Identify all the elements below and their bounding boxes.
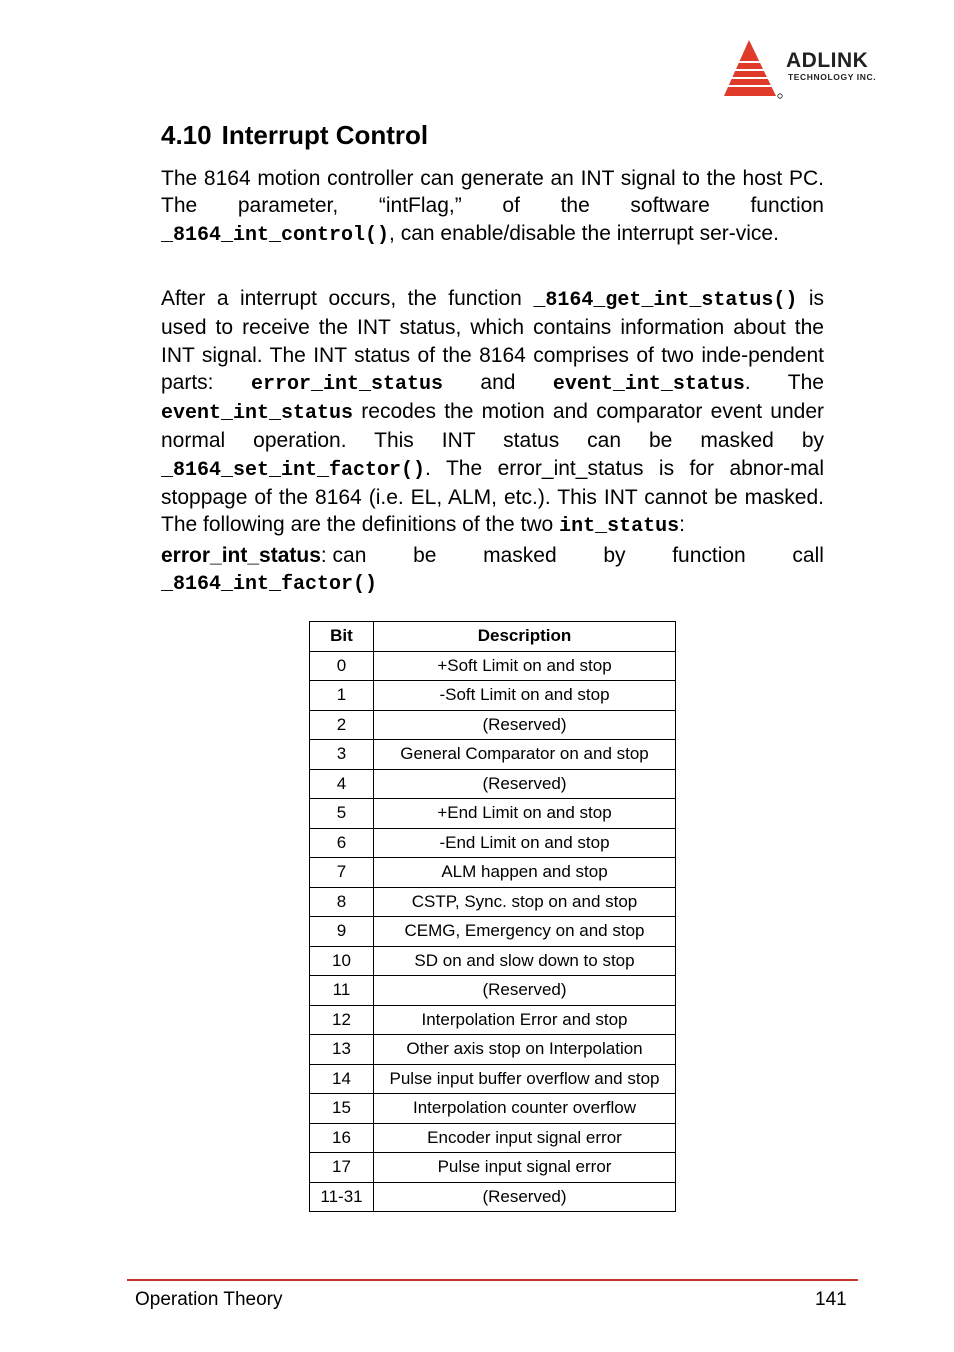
p2-text-3: and bbox=[442, 370, 553, 394]
description-cell: General Comparator on and stop bbox=[374, 740, 676, 770]
table-row bbox=[310, 1005, 676, 1035]
bit-cell: 11-31 bbox=[310, 1182, 374, 1212]
p3-label: error_int_status bbox=[161, 544, 321, 567]
description-cell: +End Limit on and stop bbox=[374, 799, 676, 829]
adlink-logo bbox=[722, 38, 912, 100]
bit-cell: 1 bbox=[310, 681, 374, 711]
bit-cell: 12 bbox=[310, 1005, 374, 1035]
table-row bbox=[310, 651, 676, 681]
bit-cell: 6 bbox=[310, 828, 374, 858]
bit-cell: 14 bbox=[310, 1064, 374, 1094]
table-row bbox=[310, 1094, 676, 1124]
table-row bbox=[310, 1182, 676, 1212]
description-cell: (Reserved) bbox=[374, 710, 676, 740]
table-row bbox=[310, 681, 676, 711]
description-cell: (Reserved) bbox=[374, 1182, 676, 1212]
bit-cell: 8 bbox=[310, 887, 374, 917]
bit-cell: 16 bbox=[310, 1123, 374, 1153]
bit-cell: 0 bbox=[310, 651, 374, 681]
p2-code-event-int-status-2: event_int_status bbox=[161, 402, 354, 426]
paragraph-error-int-status bbox=[161, 542, 824, 599]
p3-word-2: be bbox=[413, 544, 437, 567]
p2-text-7: : bbox=[679, 513, 685, 537]
p1-text-2: , can enable/disable the interrupt ser-vice. bbox=[389, 221, 779, 245]
description-cell: +Soft Limit on and stop bbox=[374, 651, 676, 681]
table-row bbox=[310, 976, 676, 1006]
section-heading bbox=[161, 120, 428, 151]
table-header-row bbox=[310, 622, 676, 652]
table-row bbox=[310, 769, 676, 799]
table-row bbox=[310, 1153, 676, 1183]
bit-cell: 3 bbox=[310, 740, 374, 770]
p3-function-int-factor: _8164_int_factor() bbox=[161, 573, 378, 597]
description-cell: Interpolation Error and stop bbox=[374, 1005, 676, 1035]
table-row bbox=[310, 740, 676, 770]
page-number: 141 bbox=[815, 1289, 847, 1310]
description-cell: Other axis stop on Interpolation bbox=[374, 1035, 676, 1065]
p2-code-error-int-status: error_int_status bbox=[250, 372, 443, 396]
description-cell: Encoder input signal error bbox=[374, 1123, 676, 1153]
paragraph-intro bbox=[161, 165, 824, 249]
footer-chapter-title: Operation Theory bbox=[135, 1289, 283, 1310]
description-cell: (Reserved) bbox=[374, 976, 676, 1006]
table-row bbox=[310, 828, 676, 858]
paragraph-int-status bbox=[161, 285, 824, 541]
description-cell: Pulse input signal error bbox=[374, 1153, 676, 1183]
bit-cell: 9 bbox=[310, 917, 374, 947]
description-cell: (Reserved) bbox=[374, 769, 676, 799]
p2-text-5: recodes the motion and comparator event under normal operation. This INT status can be masked by bbox=[161, 400, 824, 453]
p3-word-1: : can bbox=[320, 544, 367, 567]
description-cell: ALM happen and stop bbox=[374, 858, 676, 888]
description-cell: CSTP, Sync. stop on and stop bbox=[374, 887, 676, 917]
p3-word-4: by bbox=[603, 544, 626, 567]
section-number: 4.10 bbox=[161, 120, 212, 150]
description-cell: Pulse input buffer overflow and stop bbox=[374, 1064, 676, 1094]
table-row bbox=[310, 1035, 676, 1065]
table-row bbox=[310, 946, 676, 976]
p2-text-2: is used to receive the INT status, which contains information about the INT signal. The INT status of the 8164 comprises of two inde-pendent parts: bbox=[161, 287, 824, 394]
bit-cell: 15 bbox=[310, 1094, 374, 1124]
table-row bbox=[310, 710, 676, 740]
bit-cell: 4 bbox=[310, 769, 374, 799]
logo-wordmark: ADLINK bbox=[786, 49, 869, 72]
footer-rule bbox=[127, 1279, 858, 1281]
p1-text-1: The 8164 motion controller can generate an INT signal to the host PC. The parameter, “intFlag,” of the software function bbox=[161, 167, 824, 218]
p2-code-int-status: int_status bbox=[559, 515, 680, 539]
description-cell: CEMG, Emergency on and stop bbox=[374, 917, 676, 947]
header-description: Description bbox=[374, 622, 676, 652]
bit-cell: 17 bbox=[310, 1153, 374, 1183]
table-row bbox=[310, 1064, 676, 1094]
p3-lead bbox=[161, 542, 366, 569]
description-cell: SD on and slow down to stop bbox=[374, 946, 676, 976]
header-bit: Bit bbox=[310, 622, 374, 652]
p3-word-3: masked bbox=[483, 544, 557, 567]
p3-word-6: call bbox=[792, 544, 824, 567]
adlink-triangle-icon bbox=[722, 38, 786, 100]
p2-text-4: . The bbox=[744, 370, 824, 394]
logo-subtitle: TECHNOLOGY INC. bbox=[788, 72, 877, 82]
bit-cell: 13 bbox=[310, 1035, 374, 1065]
table-body bbox=[310, 651, 676, 1212]
description-cell: -End Limit on and stop bbox=[374, 828, 676, 858]
p1-function-int-control: _8164_int_control() bbox=[161, 223, 390, 247]
bit-cell: 11 bbox=[310, 976, 374, 1006]
table-row bbox=[310, 917, 676, 947]
table-row bbox=[310, 799, 676, 829]
description-cell: -Soft Limit on and stop bbox=[374, 681, 676, 711]
bit-cell: 5 bbox=[310, 799, 374, 829]
p3-line-2 bbox=[161, 569, 824, 598]
table-row bbox=[310, 887, 676, 917]
p3-word-5: function bbox=[672, 544, 746, 567]
table-row bbox=[310, 858, 676, 888]
bit-cell: 7 bbox=[310, 858, 374, 888]
bit-cell: 10 bbox=[310, 946, 374, 976]
error-int-status-table bbox=[309, 621, 676, 1212]
table-row bbox=[310, 1123, 676, 1153]
p2-code-event-int-status: event_int_status bbox=[552, 372, 745, 396]
bit-cell: 2 bbox=[310, 710, 374, 740]
p3-line-1 bbox=[161, 542, 824, 569]
p2-text-1: After a interrupt occurs, the function bbox=[161, 287, 534, 310]
p2-text-6: . The error_int_status is for abnor-mal stoppage of the 8164 (i.e. EL, ALM, etc.). This INT cannot be masked. The following are the definitions of the two bbox=[161, 456, 824, 537]
p2-function-get-int-status: _8164_get_int_status() bbox=[533, 289, 798, 312]
section-title: Interrupt Control bbox=[221, 120, 429, 150]
p2-function-set-int-factor: _8164_set_int_factor() bbox=[161, 458, 426, 482]
description-cell: Interpolation counter overflow bbox=[374, 1094, 676, 1124]
